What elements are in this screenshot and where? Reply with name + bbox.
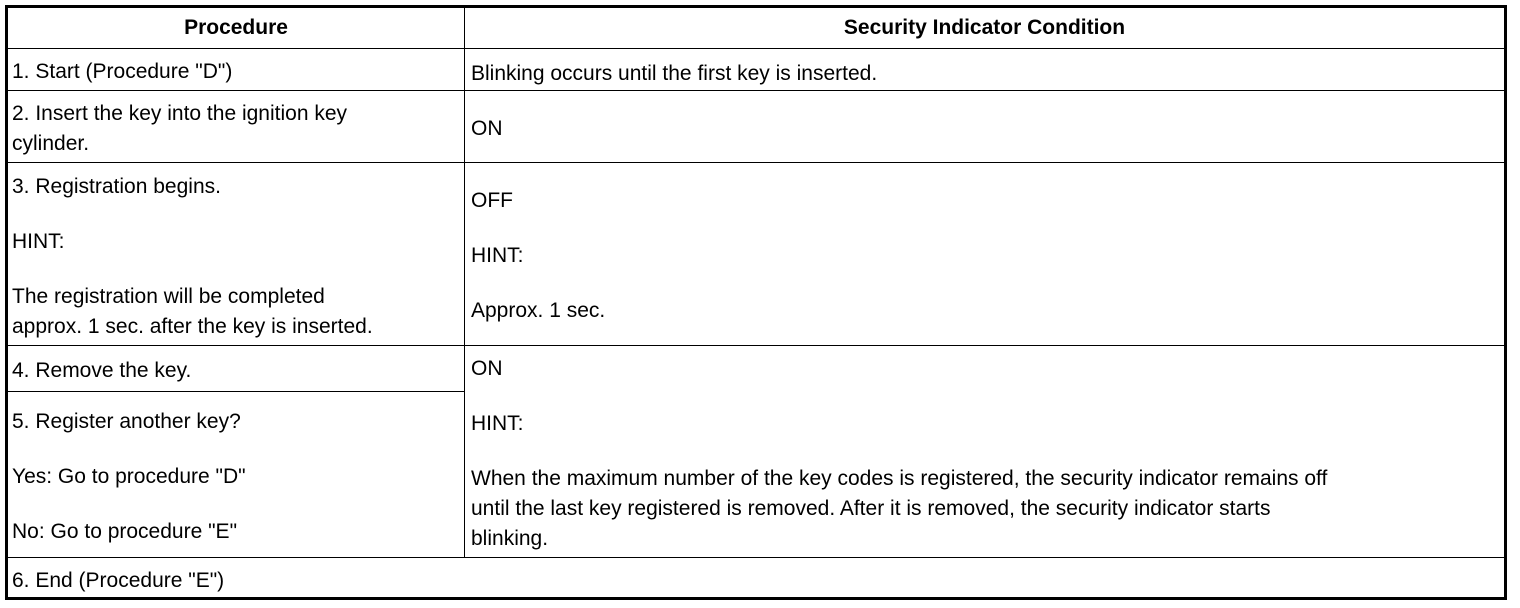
row3-divider: [8, 345, 1504, 346]
row45-condition-status: ON: [471, 357, 503, 380]
header-condition: Security Indicator Condition: [843, 16, 1126, 39]
row1-divider: [8, 90, 1504, 91]
row6-procedure: 6. End (Procedure "E"): [12, 569, 225, 592]
row2-condition: ON: [471, 117, 503, 140]
header-divider: [8, 48, 1504, 49]
row1-condition: Blinking occurs until the first key is inserted.: [471, 62, 878, 85]
row45-condition-line1: When the maximum number of the key codes is registered, the security indicator remains off: [471, 467, 1328, 490]
row2-procedure-line2: cylinder.: [12, 132, 90, 155]
row5-no: No: Go to procedure "E": [12, 520, 238, 543]
row2-procedure-line1: 2. Insert the key into the ignition key: [12, 102, 348, 125]
row5-procedure: 5. Register another key?: [12, 410, 241, 433]
row3-procedure: 3. Registration begins.: [12, 175, 221, 198]
row5-divider: [8, 557, 1504, 558]
row4-divider: [8, 391, 464, 392]
row5-yes: Yes: Go to procedure "D": [12, 465, 246, 488]
column-divider: [464, 8, 465, 557]
procedure-table: [5, 5, 1507, 600]
row3-hint-line1: The registration will be completed: [12, 285, 325, 308]
row3-hint-label: HINT:: [12, 230, 65, 253]
row4-procedure: 4. Remove the key.: [12, 359, 192, 382]
row45-condition-line2: until the last key registered is removed. After it is removed, the security indicator starts: [471, 497, 1271, 520]
row3-condition-hint-text: Approx. 1 sec.: [471, 299, 606, 322]
row1-procedure: 1. Start (Procedure "D"): [12, 60, 233, 83]
row3-hint-line2: approx. 1 sec. after the key is inserted.: [12, 315, 373, 338]
row3-condition-hint-label: HINT:: [471, 244, 524, 267]
row45-condition-line3: blinking.: [471, 527, 549, 550]
header-procedure: Procedure: [184, 16, 288, 39]
row3-condition: OFF: [471, 189, 513, 212]
row45-condition-hint-label: HINT:: [471, 412, 524, 435]
row2-divider: [8, 162, 1504, 163]
